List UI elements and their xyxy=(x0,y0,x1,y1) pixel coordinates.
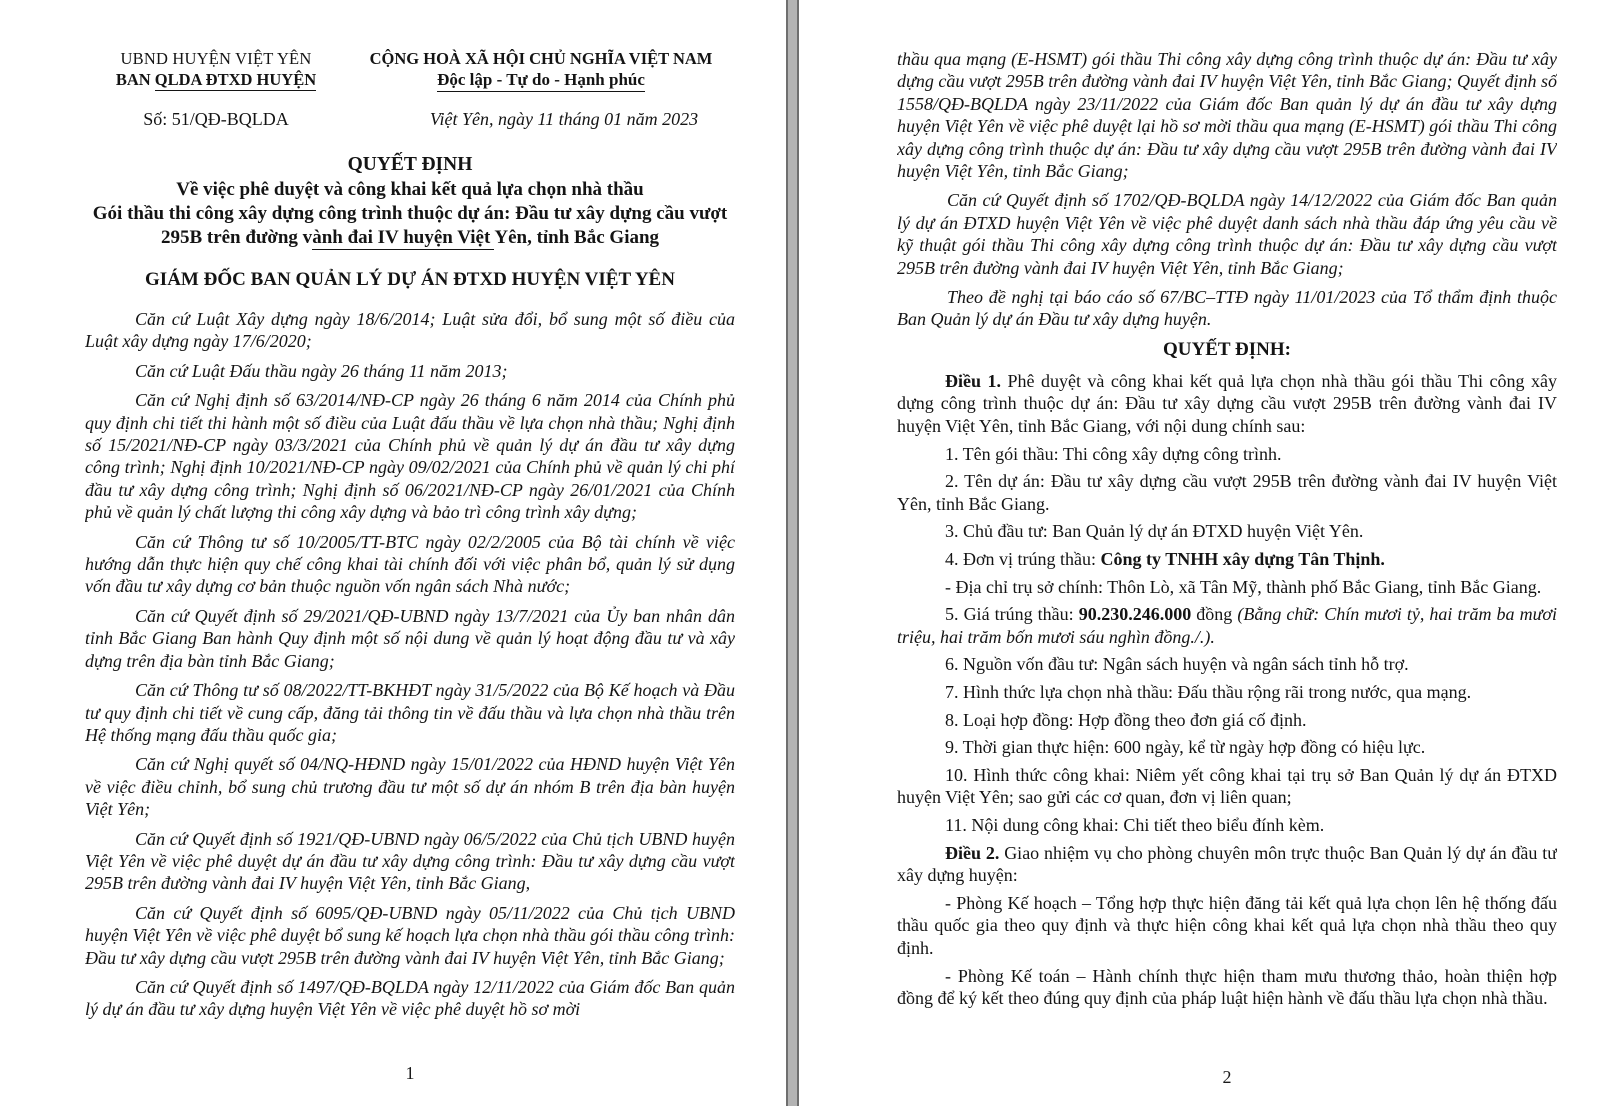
list-item-6: 6. Nguồn vốn đầu tư: Ngân sách huyện và ngân sách tỉnh hỗ trợ. xyxy=(945,654,1409,675)
legal-citation: Căn cứ Thông tư số 08/2022/TT-BKHĐT ngày 31/5/2022 của Bộ Kế hoạch và Đầu tư quy định chi tiết về cung cấp, đăng tải thông tin về đấu thầu và lựa chọn nhà thầu trên Hệ thống mạng đấu thầu quốc gia; xyxy=(85,680,735,745)
list-item-9: 9. Thời gian thực hiện: 600 ngày, kể từ ngày hợp đồng có hiệu lực. xyxy=(945,737,1426,758)
document-page-1 xyxy=(85,0,735,1106)
winning-bid-amount-words: (Bằng chữ: Chín mươi tỷ, hai trăm ba mươi triệu, hai trăm bốn mươi sáu nghìn đồng./.). xyxy=(897,604,1557,647)
legal-citations-continued xyxy=(897,0,1557,331)
page-number-2: 2 xyxy=(1222,1067,1232,1087)
legal-citation: Căn cứ Quyết định số 6095/QĐ-UBND ngày 05/11/2022 của Chủ tịch UBND huyện Việt Yên về việc phê duyệt bổ sung kế hoạch lựa chọn nhà thầu gói thầu công trình: Đầu tư xây dựng cầu vượt 295B trên đường vành đai IV huyện Việt Yên, tỉnh Bắc Giang; xyxy=(85,902,735,968)
page1-subheader xyxy=(85,109,735,130)
bullet-item-accounting-dept: - Phòng Kế toán – Hành chính thực hiện tham mưu thương thảo, hoàn thiện hợp đồng để ký kết theo đúng quy định của pháp luật hiện hành về đấu thầu lựa chọn nhà thầu. xyxy=(897,965,1557,1009)
article-2-text: Giao nhiệm vụ cho phòng chuyên môn trực thuộc Ban Quản lý dự án đầu tư xây dựng huyện: xyxy=(897,842,1557,886)
legal-citation: Căn cứ Nghị quyết số 04/NQ-HĐND ngày 15/01/2022 của HĐND huyện Việt Yên về việc điều chỉnh, bổ sung chủ trương đầu tư một số dự án nhóm B trên địa bàn huyện Việt Yên; xyxy=(85,754,735,820)
doc-subtitle-3 xyxy=(85,226,735,250)
org-unit-underlined: QLDA ĐTXD HUYỆN xyxy=(154,70,317,89)
legal-citation-continuation: thầu qua mạng (E-HSMT) gói thầu Thi công xây dựng công trình thuộc dự án: Đầu tư xây dựng cầu vượt 295B trên đường vành đai IV huyện Việt Yên, tỉnh Bắc Giang; Quyết định số 1558/QĐ-BQLDA ngày 23/11/2022 của Giám đốc Ban quản lý dự án đầu tư xây dựng huyện Việt Yên về việc phê duyệt lại hồ sơ mời thầu qua mạng (E-HSMT) gói thầu Thi công xây dựng công trình thuộc dự án: Đầu tư xây dựng cầu vượt 295B trên đường vành đai IV huyện Việt Yên, tỉnh Bắc Giang; xyxy=(897,49,1557,182)
list-item-8: 8. Loại hợp đồng: Hợp đồng theo đơn giá cố định. xyxy=(945,709,1307,730)
org-unit-name xyxy=(85,69,347,91)
legal-citation: Căn cứ Quyết định số 29/2021/QĐ-UBND ngày 13/7/2021 của Ủy ban nhân dân tỉnh Bắc Giang Ban hành Quy định một số nội dung về quản lý hoạt động đầu tư và xây dựng trên địa bàn tỉnh Bắc Giang; xyxy=(85,605,735,671)
national-motto xyxy=(347,69,735,91)
doc-number: Số: 51/QĐ-BQLDA xyxy=(143,109,289,129)
article-1-label: Điều 1. xyxy=(945,370,1001,391)
list-item-2: 2. Tên dự án: Đầu tư xây dựng cầu vượt 295B trên đường vành đai IV huyện Việt Yên, tỉnh Bắc Giang. xyxy=(897,471,1557,514)
doc-subtitle-3-underlined: ành đai IV huyện Việt xyxy=(312,227,495,248)
doc-subtitle-2: Gói thầu thi công xây dựng công trình thuộc dự án: Đầu tư xây dựng cầu vượt xyxy=(92,203,728,224)
legal-citation: Căn cứ Nghị định số 63/2014/NĐ-CP ngày 26 tháng 6 năm 2014 của Chính phủ quy định chi tiết thi hành một số điều của Luật đấu thầu về lựa chọn nhà thầu; Nghị định số 15/2021/NĐ-CP ngày 03/3/2021 của Chính phủ về quản lý dự án đầu tư xây dựng công trình; Nghị định 10/2021/NĐ-CP ngày 09/02/2021 của Chính phủ về quản lý chi phí đầu tư xây dựng công trình; Nghị định số 06/2021/NĐ-CP ngày 26/01/2021 của Chính phủ về quản lý chất lượng thi công xây dựng và bảo trì công trình xây dựng; xyxy=(85,390,735,523)
national-title: CỘNG HOÀ XÃ HỘI CHỦ NGHĨA VIỆT NAM xyxy=(369,49,713,68)
article-2-label: Điều 2. xyxy=(945,842,1000,863)
org-unit-prefix: BAN xyxy=(115,70,155,89)
dateline: Việt Yên, ngày 11 tháng 01 năm 2023 xyxy=(429,109,699,129)
page-divider xyxy=(786,0,799,1106)
list-item-4-label: 4. Đơn vị trúng thầu: xyxy=(945,549,1101,570)
legal-citation: Theo đề nghị tại báo cáo số 67/BC–TTĐ ngày 11/01/2023 của Tổ thẩm định thuộc Ban Quản lý dự án Đầu tư xây dựng huyện. xyxy=(897,287,1557,330)
list-item-5-label: 5. Giá trúng thầu: xyxy=(945,604,1079,625)
legal-citation: Căn cứ Thông tư số 10/2005/TT-BTC ngày 02/2/2005 của Bộ tài chính về việc hướng dẫn thực hiện quy chế công khai tài chính đối với việc phân bổ, quản lý sử dụng vốn đầu tư xây dựng cơ bản thuộc nguồn vốn ngân sách Nhà nước; xyxy=(85,531,735,597)
list-item-11: 11. Nội dung công khai: Chi tiết theo biểu đính kèm. xyxy=(945,814,1325,835)
article-2 xyxy=(897,842,1557,887)
list-item-5-unit: đồng xyxy=(1191,604,1238,625)
doc-subtitle-3-after: Yên, tỉnh Bắc Giang xyxy=(494,227,660,248)
doc-title-block xyxy=(85,152,735,250)
list-item-7: 7. Hình thức lựa chọn nhà thầu: Đấu thầu rộng rãi trong nước, qua mạng. xyxy=(945,682,1472,702)
list-item-4 xyxy=(897,548,1557,571)
article-1-text: Phê duyệt và công khai kết quả lựa chọn nhà thầu gói thầu Thi công xây dựng công trình thuộc dự án: Đầu tư xây dựng cầu vượt 295B trên đường vành đai IV huyện Việt Yên, tỉnh Bắc Giang, với nội dung chính sau: xyxy=(897,370,1557,437)
legal-citations xyxy=(85,308,735,1021)
list-item-1: 1. Tên gói thầu: Thi công xây dựng công trình. xyxy=(945,443,1282,464)
legal-citation: Căn cứ Quyết định số 1921/QĐ-UBND ngày 06/5/2022 của Chủ tịch UBND huyện Việt Yên về việc phê duyệt dự án đầu tư xây dựng công trình: Đầu tư xây dựng cầu vượt 295B trên đường vành đai IV huyện Việt Yên, tỉnh Bắc Giang, xyxy=(85,828,735,894)
authority-heading: GIÁM ĐỐC BAN QUẢN LÝ DỰ ÁN ĐTXD HUYỆN VIỆT YÊN xyxy=(145,269,675,290)
org-parent-name: UBND HUYỆN VIỆT YÊN xyxy=(120,49,312,68)
national-motto-text: Độc lập - Tự do - Hạnh phúc xyxy=(437,70,645,92)
article-1 xyxy=(897,370,1557,438)
winning-bid-amount: 90.230.246.000 xyxy=(1078,604,1192,625)
legal-citation: Căn cứ Quyết định số 1497/QĐ-BQLDA ngày 12/11/2022 của Giám đốc Ban quản lý dự án đầu tư xây dựng huyện Việt Yên về việc phê duyệt hồ sơ mời xyxy=(85,976,735,1020)
list-item-5 xyxy=(897,603,1557,648)
document-page-2 xyxy=(897,0,1557,1106)
list-item-3: 3. Chủ đầu tư: Ban Quản lý dự án ĐTXD huyện Việt Yên. xyxy=(945,521,1364,542)
page-number-1: 1 xyxy=(405,1063,415,1083)
issuing-org-block xyxy=(85,48,347,91)
legal-citation: Căn cứ Luật Xây dựng ngày 18/6/2014; Luật sửa đổi, bổ sung một số điều của Luật xây dựng ngày 17/6/2020; xyxy=(85,309,735,352)
doc-subtitle-3-before: 295B trên đường v xyxy=(160,227,313,248)
winning-contractor-name: Công ty TNHH xây dựng Tân Thịnh. xyxy=(1100,549,1385,570)
contractor-address: - Địa chỉ trụ sở chính: Thôn Lò, xã Tân Mỹ, thành phố Bắc Giang, tỉnh Bắc Giang. xyxy=(945,576,1542,597)
bullet-item-planning-dept: - Phòng Kế hoạch – Tổng hợp thực hiện đăng tải kết quả lựa chọn lên hệ thống đấu thầu quốc gia theo quy định và thực hiện công khai kết quả lựa chọn nhà thầu theo quy định. xyxy=(897,892,1557,958)
doc-title: QUYẾT ĐỊNH xyxy=(347,154,473,175)
list-item-10: 10. Hình thức công khai: Niêm yết công khai tại trụ sở Ban Quản lý dự án ĐTXD huyện Việt Yên; sao gửi các cơ quan, đơn vị liên quan; xyxy=(897,764,1557,808)
doc-subtitle-1: Về việc phê duyệt và công khai kết quả lựa chọn nhà thầu xyxy=(176,179,644,200)
national-header-block xyxy=(347,48,735,91)
legal-citation: Căn cứ Quyết định số 1702/QĐ-BQLDA ngày 14/12/2022 của Giám đốc Ban quản lý dự án ĐTXD huyện Việt Yên về việc phê duyệt danh sách nhà thầu đáp ứng yêu cầu về kỹ thuật gói thầu Thi công xây dựng công trình thuộc dự án: Đầu tư xây dựng cầu vượt 295B trên đường vành đai IV huyện Việt Yên, tỉnh Bắc Giang; xyxy=(897,190,1557,278)
decision-heading: QUYẾT ĐỊNH: xyxy=(1163,338,1291,360)
page1-header xyxy=(85,0,735,91)
legal-citation: Căn cứ Luật Đấu thầu ngày 26 tháng 11 năm 2013; xyxy=(135,360,508,381)
